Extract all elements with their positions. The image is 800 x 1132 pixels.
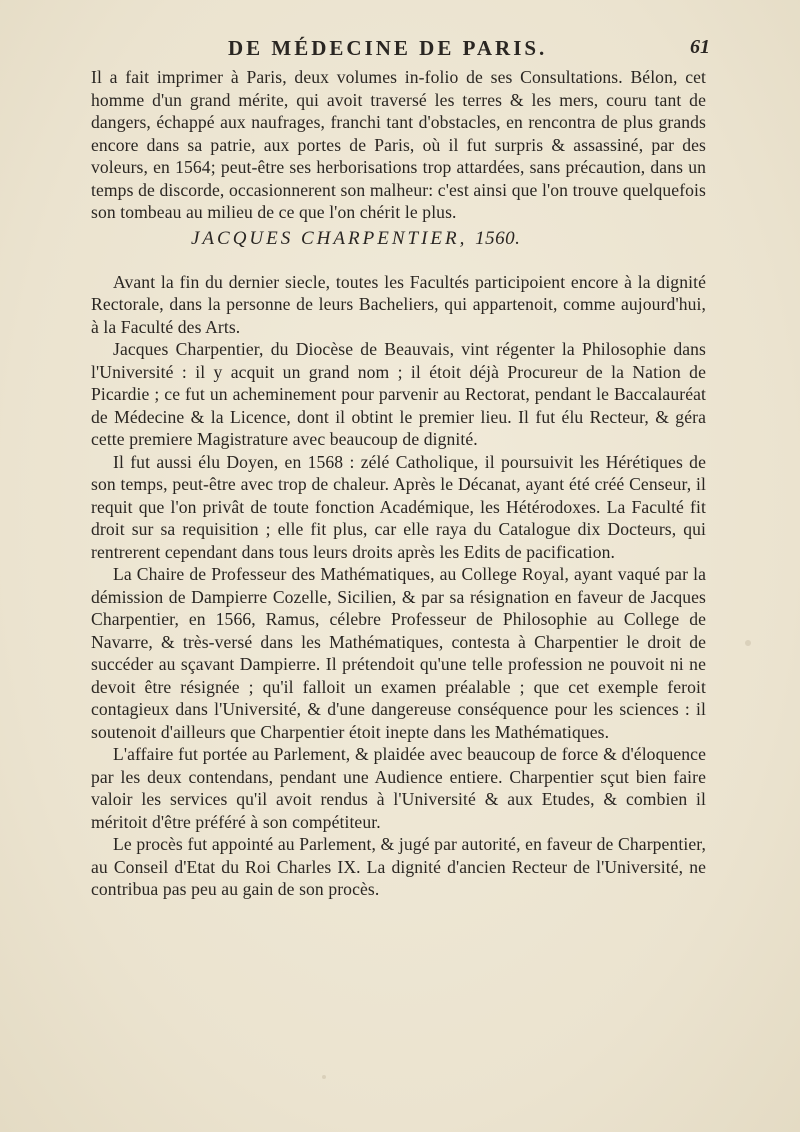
paragraph: Il a fait imprimer à Paris, deux volumes in-folio de ses Consultations. Bélon, cet homme d'un grand mérite, qui avoit traversé les terres & les mers, couru tant de dangers, échappé aux naufrages, franchi tant d'obstacles, en rencontra de plus grands encore dans sa patrie, aux portes de Paris, où il fut surpris & assassiné, par des voleurs, en 1564; peut-être ses herborisations trop attardées, sans précaution, dans un temps de discorde, occasionnerent son malheur: c'est ainsi que l'on trouve quelquefois son tombeau au milieu de ce que l'on chérit le plus. bbox=[91, 67, 706, 222]
body-text bbox=[91, 66, 706, 901]
heading-spacer bbox=[91, 251, 706, 271]
paragraph: Avant la fin du dernier siecle, toutes les Facultés participoient encore à la dignité Rectorale, dans la personne de leurs Bacheliers, qui appartenoit, comme aujourd'hui, à la Faculté des Arts. bbox=[91, 271, 706, 337]
paper-stain bbox=[322, 1075, 326, 1079]
paper-stain bbox=[745, 640, 751, 646]
paragraph: Le procès fut appointé au Parlement, & jugé par autorité, en faveur de Charpentier, au Conseil d'Etat du Roi Charles IX. La dignité d'ancien Recteur de l'Université, ne contribua pas peu au gain de son procès. bbox=[91, 834, 706, 899]
running-head-title: DE MÉDECINE DE PARIS. bbox=[228, 36, 548, 60]
page-number: 61 bbox=[690, 36, 710, 58]
paragraph: La Chaire de Professeur des Mathématiques, au College Royal, ayant vaqué par la démission de Dampierre Cozelle, Sicilien, & par sa résignation en faveur de Jacques Charpentier, en 1566, Ramus, célebre Professeur de Philosophie au College de Navarre, & très-versé dans les Mathématiques, contesta à Charpentier le droit de succéder au sçavant Dampierre. Il prétendoit qu'une telle profession ne pouvoit ni ne devoit être résignée ; qu'il falloit un examen préalable ; que cet exemple feroit contagieux dans l'Université, & d'une dangereuse conséquence pour les sciences : il soutenoit d'ailleurs que Charpentier étoit inepte dans les Mathématiques. bbox=[91, 564, 706, 742]
paragraph: Jacques Charpentier, du Diocèse de Beauvais, vint régenter la Philosophie dans l'Université : il y acquit un grand nom ; il étoit déjà Procureur de la Nation de Picardie ; ce fut un acheminement pour parvenir au Rectorat, pendant le Baccalauréat de Médecine & la Licence, dont il obtint le premier lieu. Il fut élu Recteur, & géra cette premiere Magistrature avec beaucoup de dignité. bbox=[91, 339, 706, 449]
running-head bbox=[92, 36, 710, 62]
paragraph: Il fut aussi élu Doyen, en 1568 : zélé Catholique, il poursuivit les Hérétiques de son temps, peut-être avec trop de chaleur. Après le Décanat, ayant été créé Censeur, il requit que l'on privât de toute fonction Académique, les Hétérodoxes. La Faculté fit droit sur sa requisition ; elle fit plus, car elle raya du Catalogue dix Docteurs, qui rentrerent cependant dans tous leurs droits après les Edits de pacification. bbox=[91, 451, 706, 562]
heading-name: JACQUES CHARPENTIER, bbox=[191, 227, 468, 249]
section-heading bbox=[191, 227, 706, 251]
paragraph: L'affaire fut portée au Parlement, & plaidée avec beaucoup de force & d'éloquence par les deux contendans, pendant une Audience entiere. Charpentier sçut bien faire valoir les services qu'il avoit rendus à l'Université & aux Etudes, & combien il méritoit d'être préféré à son compétiteur. bbox=[91, 744, 706, 832]
heading-year: 1560. bbox=[475, 227, 521, 249]
